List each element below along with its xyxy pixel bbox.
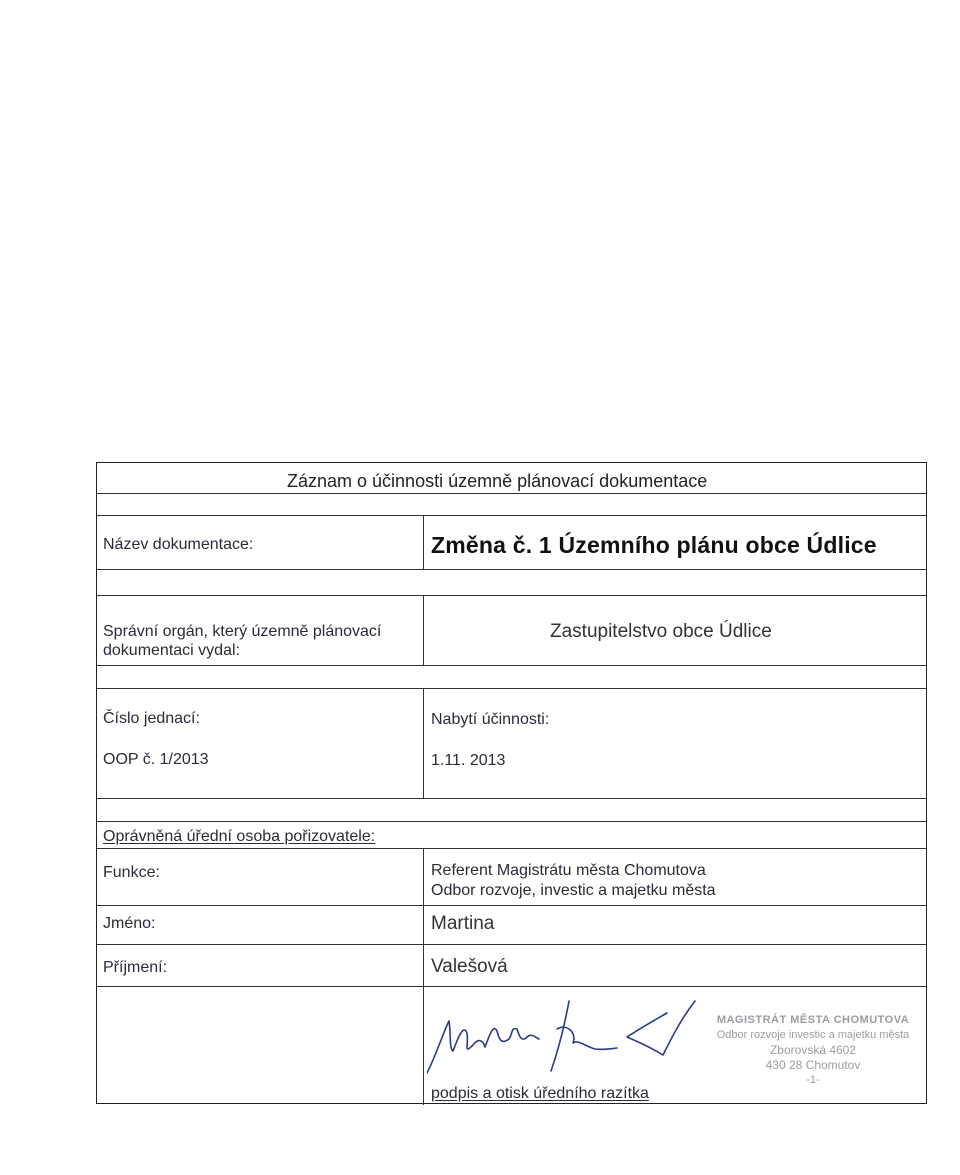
divider bbox=[97, 905, 926, 906]
document-name-label: Název dokumentace: bbox=[103, 536, 254, 553]
issuing-body-label-line2: dokumentaci vydal: bbox=[103, 642, 240, 659]
divider bbox=[97, 848, 926, 849]
reference-number-value: OOP č. 1/2013 bbox=[103, 751, 209, 768]
divider bbox=[97, 944, 926, 945]
stamp-line: MAGISTRÁT MĚSTA CHOMUTOVA bbox=[716, 1014, 910, 1026]
effective-date-label: Nabytí účinnosti: bbox=[431, 711, 550, 728]
divider bbox=[97, 986, 926, 987]
last-name-label: Příjmení: bbox=[103, 959, 168, 976]
form-title: Záznam o účinnosti územně plánovací dokumentace bbox=[287, 471, 708, 491]
divider bbox=[97, 515, 926, 516]
first-name-value: Martina bbox=[431, 913, 495, 934]
divider bbox=[97, 493, 926, 494]
function-label: Funkce: bbox=[103, 864, 160, 881]
official-stamp bbox=[697, 1013, 929, 1093]
official-section-label: Oprávněná úřední osoba pořizovatele: bbox=[103, 828, 376, 845]
handwritten-signature bbox=[427, 993, 727, 1083]
divider bbox=[97, 595, 926, 596]
last-name-value: Valešová bbox=[431, 956, 508, 977]
divider bbox=[97, 569, 926, 570]
divider bbox=[97, 798, 926, 799]
stamp-line: -1- bbox=[806, 1074, 820, 1086]
function-value-line1: Referent Magistrátu města Chomutova bbox=[431, 862, 706, 879]
stamp-line: Zborovská 4602 bbox=[769, 1043, 857, 1057]
effective-date-value: 1.11. 2013 bbox=[431, 752, 506, 769]
stamp-line: Odbor rozvoje investic a majetku města bbox=[716, 1029, 910, 1041]
divider bbox=[423, 595, 424, 665]
record-form bbox=[96, 462, 927, 1104]
divider bbox=[97, 665, 926, 666]
divider bbox=[423, 688, 424, 798]
divider bbox=[423, 515, 424, 569]
document-name-value: Změna č. 1 Územního plánu obce Údlice bbox=[431, 532, 877, 558]
divider bbox=[97, 688, 926, 689]
stamp-line: 430 28 Chomutov bbox=[765, 1058, 861, 1072]
first-name-label: Jméno: bbox=[103, 915, 156, 932]
divider bbox=[97, 821, 926, 822]
signature-caption: podpis a otisk úředního razítka bbox=[431, 1085, 649, 1102]
issuing-body-value: Zastupitelstvo obce Údlice bbox=[550, 621, 772, 642]
reference-number-label: Číslo jednací: bbox=[103, 710, 200, 727]
function-value-line2: Odbor rozvoje, investic a majetku města bbox=[431, 882, 716, 899]
divider bbox=[423, 848, 424, 1105]
issuing-body-label-line1: Správní orgán, který územně plánovací bbox=[103, 623, 382, 640]
